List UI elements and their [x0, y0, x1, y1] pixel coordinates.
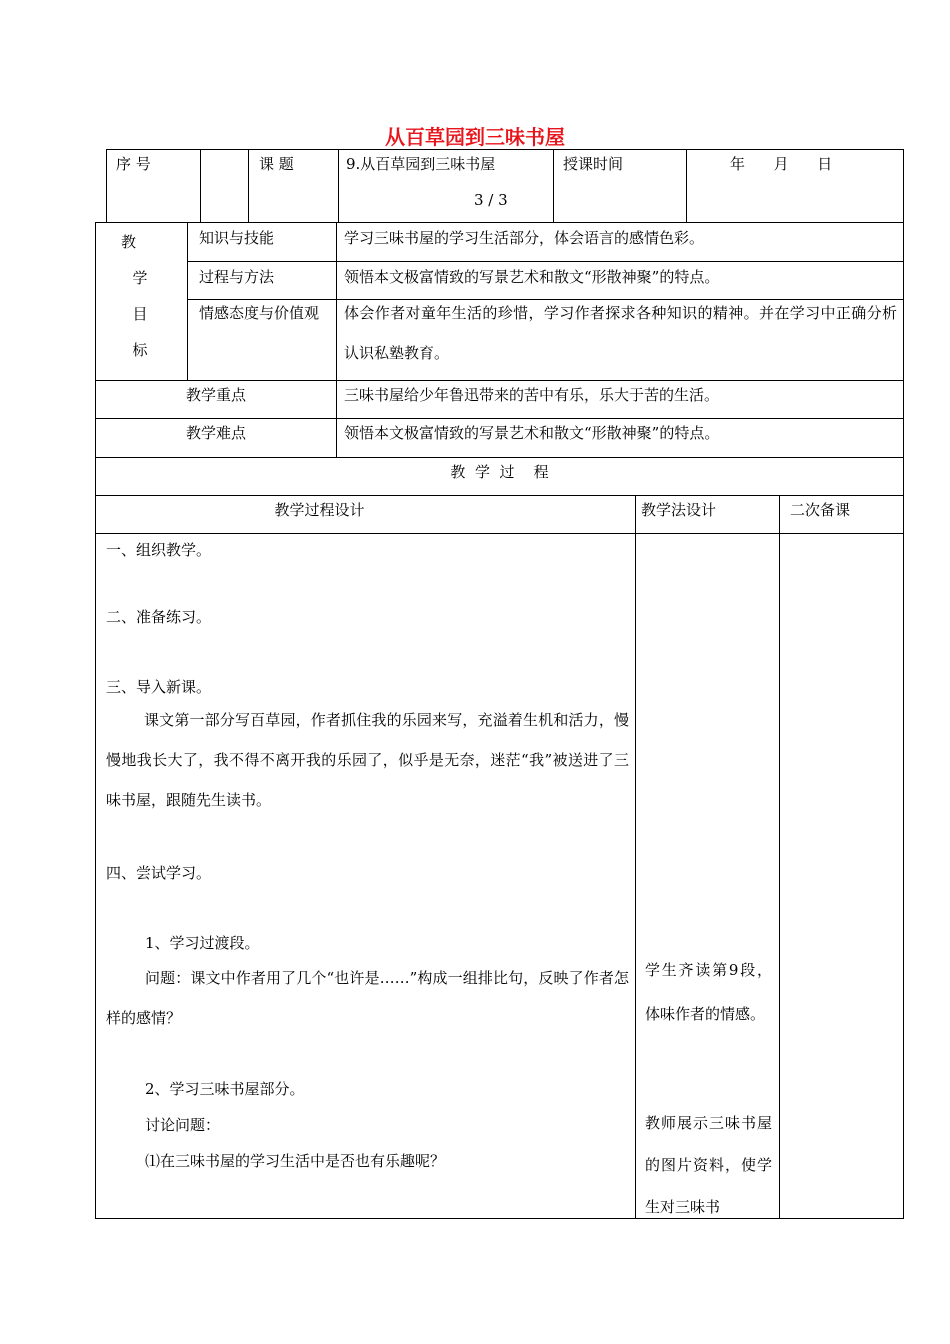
- difficulty-label: 教学难点: [185, 424, 246, 442]
- question-text: 问题：课文中作者用了几个“也许是……”构成一组排比句，反映了作者怎样的感情？: [106, 969, 629, 1027]
- time-label: 授课时间: [563, 155, 624, 173]
- method-note: 教师展示三味书屋的图片资料，使学生对三味书: [645, 1114, 772, 1216]
- section-intro: 三、导入新课。: [106, 678, 212, 696]
- section-try: 四、尝试学习。: [106, 864, 212, 882]
- method-note: 学生齐读第9段，体味作者的情感。: [645, 961, 772, 1023]
- key-point-label: 教学重点: [185, 386, 246, 404]
- column-second: 二次备课: [790, 501, 851, 519]
- key-point-content: 三味书屋给少年鲁迅带来的苦中有乐，乐大于苦的生活。: [344, 386, 720, 404]
- process-heading: 教 学 过 程: [450, 463, 549, 481]
- column-design: 教学过程设计: [274, 501, 365, 519]
- objectives-label-char: 目: [132, 305, 148, 323]
- difficulty-content: 领悟本文极富情致的写景艺术和散文“形散神聚”的特点。: [344, 424, 720, 442]
- column-method: 教学法设计: [641, 501, 717, 519]
- objectives-label-char: 教: [121, 233, 137, 251]
- topic-label: 课 题: [259, 155, 294, 173]
- item-sanwei: 2、学习三味书屋部分。: [145, 1080, 305, 1098]
- time-value: 年 月 日: [730, 155, 833, 173]
- objective-name: 过程与方法: [199, 268, 275, 286]
- objective-name: 情感态度与价值观: [199, 304, 320, 322]
- topic-page: 3 / 3: [474, 191, 508, 209]
- objective-content: 学习三味书屋的学习生活部分，体会语言的感情色彩。: [344, 229, 705, 247]
- objective-name: 知识与技能: [199, 229, 275, 247]
- topic-value: 9.从百草园到三味书屋: [346, 155, 496, 173]
- section-prepare: 二、准备练习。: [106, 608, 212, 626]
- page-title: 从百草园到三味书屋: [385, 125, 565, 149]
- objectives-label-char: 标: [132, 341, 148, 359]
- objective-content: 领悟本文极富情致的写景艺术和散文“形散神聚”的特点。: [344, 268, 720, 286]
- seq-label: 序 号: [116, 155, 151, 173]
- objectives-label: [96, 224, 176, 368]
- item-transition: 1、学习过渡段。: [145, 934, 260, 952]
- section-organize: 一、组织教学。: [106, 541, 212, 559]
- objectives-label-char: 学: [132, 269, 148, 287]
- discussion-question: ⑴在三味书屋的学习生活中是否也有乐趣呢？: [145, 1152, 446, 1170]
- intro-paragraph: 课文第一部分写百草园，作者抓住我的乐园来写，充溢着生机和活力，慢慢地我长大了，我不得不离开我的乐园了，似乎是无奈，迷茫“我”被送进了三味书屋，跟随先生读书。: [106, 711, 629, 809]
- discussion-label: 讨论问题：: [145, 1116, 221, 1134]
- objective-content: 体会作者对童年生活的珍惜，学习作者探求各种知识的精神。并在学习中正确分析认识私塾教育。: [344, 304, 897, 362]
